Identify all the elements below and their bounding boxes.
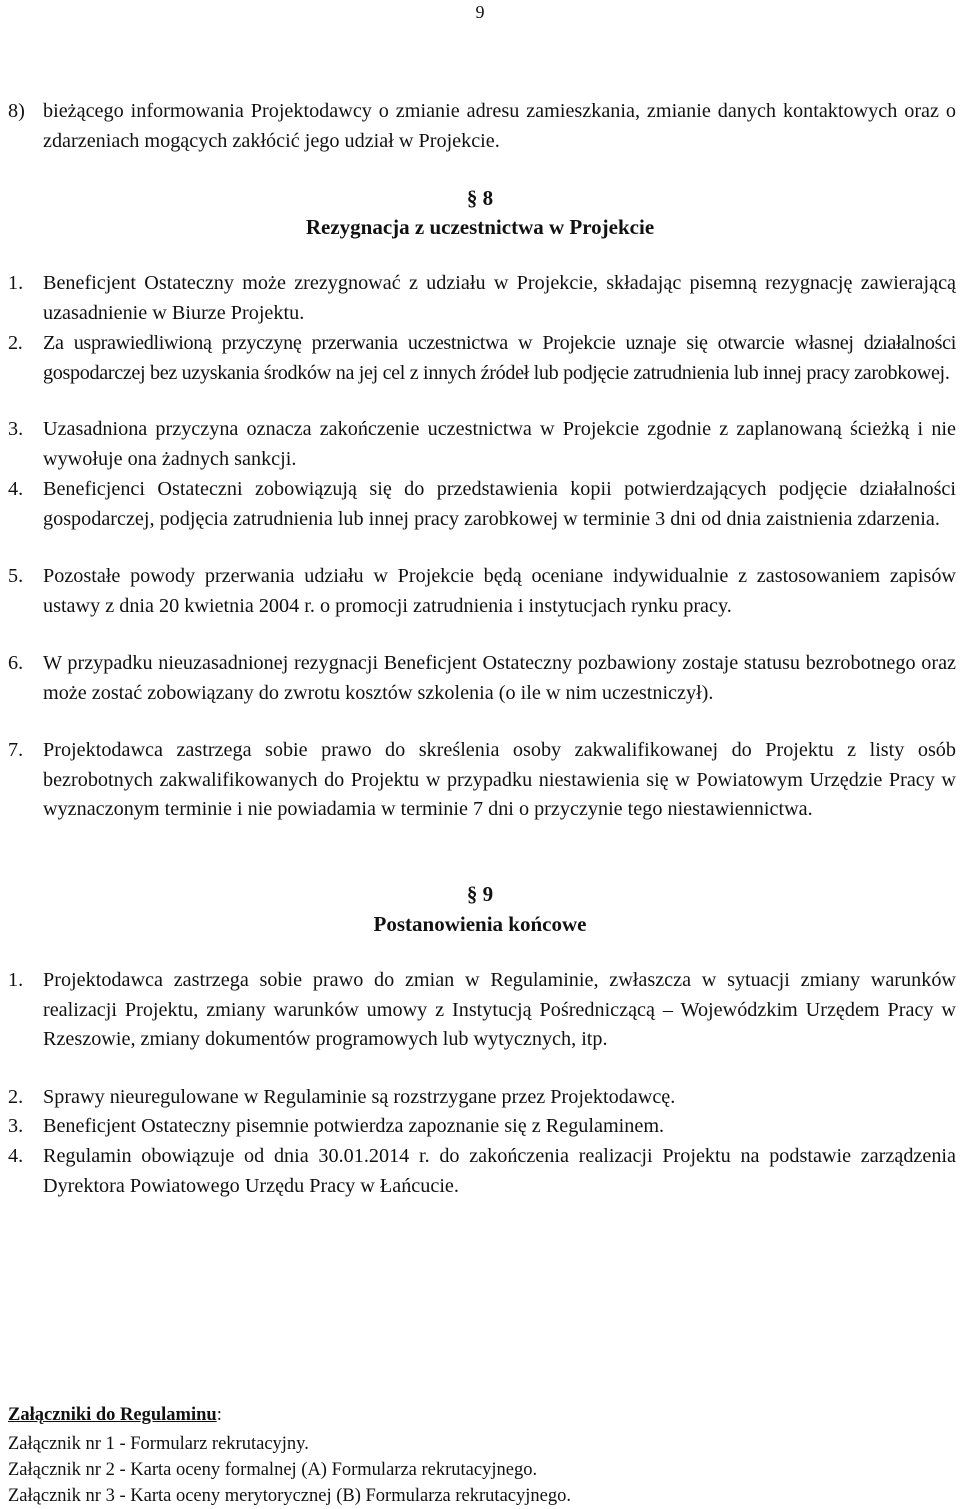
section-8-item-1 — [8, 269, 956, 328]
section-8-item-2 — [8, 329, 956, 388]
section-9-item-4 — [8, 1142, 956, 1201]
list-item-text: Uzasadniona przyczyna oznacza zakończenie uczestnictwa w Projekcie zgodnie z zaplanowaną ścieżką i nie wywołuje ona żadnych sankcji. — [43, 418, 956, 470]
list-item-number: 1. — [8, 272, 24, 294]
list-item-number: 3. — [8, 418, 24, 440]
section-9-item-1 — [8, 966, 956, 1055]
attachment-item-2: Załącznik nr 2 - Karta oceny formalnej (A) Formularza rekrutacyjnego. — [8, 1460, 538, 1480]
list-item-number: 5. — [8, 565, 24, 587]
attachment-item-1: Załącznik nr 1 - Formularz rekrutacyjny. — [8, 1434, 309, 1454]
list-item-text: Beneficjent Ostateczny może zrezygnować z udziału w Projekcie, składając pisemną rezygnację zawierającą uzasadnienie w Biurze Projektu. — [43, 272, 956, 324]
attachment-item-3: Załącznik nr 3 - Karta oceny merytorycznej (B) Formularza rekrutacyjnego. — [8, 1486, 571, 1506]
section-8-item-7 — [8, 736, 956, 825]
list-item-number: 3. — [8, 1115, 24, 1137]
list-item-number: 7. — [8, 739, 24, 761]
list-item-text: Projektodawca zastrzega sobie prawo do skreślenia osoby zakwalifikowanej do Projektu z listy osób bezrobotnych zakwalifikowanych do Projektu w przypadku niestawienia się w Powiatowym Urzędzie Pracy w wyznaczonym terminie i nie powiadamia w terminie 7 dni o przyczynie tego niestawiennictwa. — [43, 739, 956, 820]
list-item-intro — [8, 97, 956, 156]
list-item-text: W przypadku nieuzasadnionej rezygnacji Beneficjent Ostateczny pozbawiony zostaje statusu bezrobotnego oraz może zostać zobowiązany do zwrotu kosztów szkolenia (o ile w nim uczestniczył). — [43, 652, 956, 704]
list-item-text: Sprawy nieuregulowane w Regulaminie są rozstrzygane przez Projektodawcę. — [43, 1086, 676, 1108]
section-8-item-6 — [8, 649, 956, 708]
section-9-number: § 9 — [466, 882, 494, 906]
section-8-item-3 — [8, 415, 956, 474]
section-8-item-4 — [8, 475, 956, 534]
attachments-title-colon: : — [216, 1405, 222, 1425]
list-item-number: 4. — [8, 1145, 24, 1167]
list-item-number: 1. — [8, 969, 24, 991]
section-9-title: Postanowienia końcowe — [373, 912, 587, 936]
list-item-text: Beneficjenci Ostateczni zobowiązują się do przedstawienia kopii potwierdzających podjęcie działalności gospodarczej, podjęcia zatrudnienia lub innej pracy zarobkowej w terminie 3 dni od dnia zaistnienia zdarzenia. — [43, 478, 956, 530]
section-8-number: § 8 — [466, 186, 494, 210]
list-item-number: 6. — [8, 652, 24, 674]
list-item-text: Za usprawiedliwioną przyczynę przerwania uczestnictwa w Projekcie uznaje się otwarcie własnej działalności gospodarczej bez uzyskania środków na jej cel z innych źródeł lub podjęcie zatrudnienia lub innej pracy zarobkowej. — [43, 332, 956, 384]
section-9-item-2 — [8, 1083, 956, 1113]
section-8-title: Rezygnacja z uczestnictwa w Projekcie — [305, 215, 655, 239]
list-item-number: 8) — [8, 100, 25, 122]
list-item-number: 2. — [8, 1086, 24, 1108]
attachments-title — [8, 1402, 222, 1428]
list-item-text: Pozostałe powody przerwania udziału w Projekcie będą oceniane indywidualnie z zastosowaniem zapisów ustawy z dnia 20 kwietnia 2004 r. o promocji zatrudnienia i instytucjach rynku pracy. — [43, 565, 956, 617]
page-number: 9 — [475, 2, 485, 22]
list-item-text: bieżącego informowania Projektodawcy o zmianie adresu zamieszkania, zmianie danych kontaktowych oraz o zdarzeniach mogących zakłócić jego udział w Projekcie. — [43, 100, 956, 152]
section-9-item-3 — [8, 1112, 956, 1142]
list-item-number: 2. — [8, 332, 23, 354]
section-8-item-5 — [8, 562, 956, 621]
attachments-title-text: Załączniki do Regulaminu — [8, 1405, 217, 1425]
list-item-text: Projektodawca zastrzega sobie prawo do zmian w Regulaminie, zwłaszcza w sytuacji zmiany warunków realizacji Projektu, zmiany warunków umowy z Instytucją Pośredniczącą – Wojewódzkim Urzędem Pracy w Rzeszowie, zmiany dokumentów programowych lub wytycznych, itp. — [43, 969, 956, 1050]
list-item-text: Regulamin obowiązuje od dnia 30.01.2014 r. do zakończenia realizacji Projektu na podstawie zarządzenia Dyrektora Powiatowego Urzędu Pracy w Łańcucie. — [43, 1145, 956, 1197]
list-item-text: Beneficjent Ostateczny pisemnie potwierdza zapoznanie się z Regulaminem. — [43, 1115, 665, 1137]
list-item-number: 4. — [8, 478, 24, 500]
